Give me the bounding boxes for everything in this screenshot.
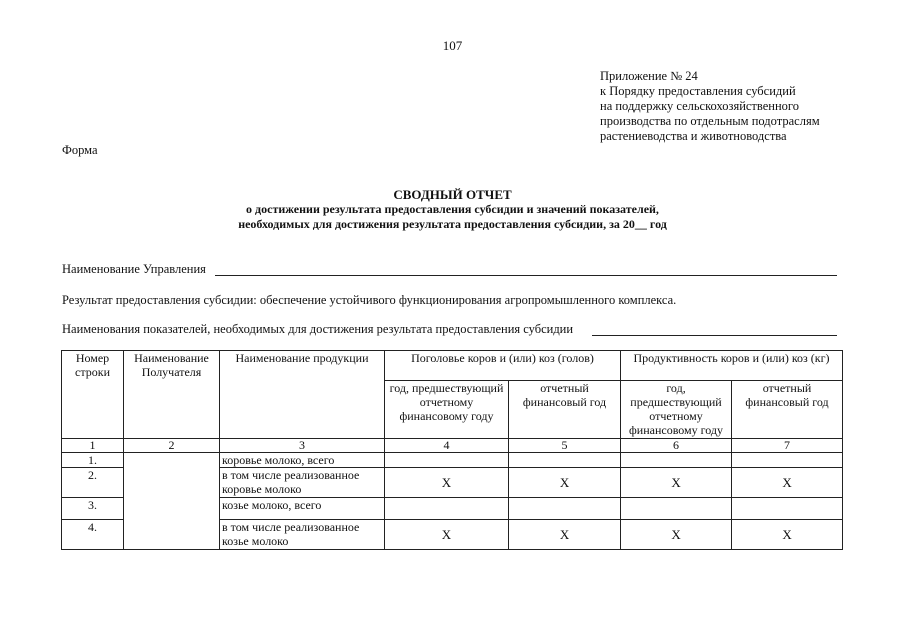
header-recipient: Наименование Получателя xyxy=(124,351,220,439)
column-number: 6 xyxy=(621,439,732,453)
value-cell: X xyxy=(621,468,732,498)
value-cell[interactable] xyxy=(509,498,621,520)
indicators-label: Наименования показателей, необходимых для достижения результата предоставления субсидии xyxy=(62,322,574,336)
value-cell: X xyxy=(621,520,732,550)
column-number: 5 xyxy=(509,439,621,453)
value-cell[interactable] xyxy=(385,453,509,468)
product-cell: в том числе реализованное козье молоко xyxy=(220,520,385,550)
table-row xyxy=(62,453,843,468)
header-productivity-prev-year: год, предшествующий отчетному финансовому году xyxy=(621,381,732,439)
header-productivity-group: Продуктивность коров и (или) коз (кг) xyxy=(621,351,843,381)
department-fill-line[interactable] xyxy=(215,275,837,276)
header-livestock-prev-year: год, предшествующий отчетному финансовому году xyxy=(385,381,509,439)
value-cell: X xyxy=(509,468,621,498)
appendix-line: Приложение № 24 xyxy=(600,69,698,83)
indicators-fill-line[interactable] xyxy=(592,335,837,336)
header-product: Наименование продукции xyxy=(220,351,385,439)
title-subtitle-line-1: о достижении результата предоставления субсидии и значений показателей, xyxy=(246,202,659,216)
column-number: 1 xyxy=(62,439,124,453)
value-cell[interactable] xyxy=(621,453,732,468)
product-cell: коровье молоко, всего xyxy=(220,453,385,468)
value-cell[interactable] xyxy=(509,453,621,468)
column-number-row xyxy=(62,439,843,453)
product-cell: козье молоко, всего xyxy=(220,498,385,520)
row-number-cell: 4. xyxy=(62,520,124,550)
header-productivity-report-year: отчетный финансовый год xyxy=(732,381,843,439)
header-livestock-group: Поголовье коров и (или) коз (голов) xyxy=(385,351,621,381)
indicators-field xyxy=(62,322,573,337)
column-number: 3 xyxy=(220,439,385,453)
value-cell[interactable] xyxy=(732,498,843,520)
column-number: 2 xyxy=(124,439,220,453)
value-cell: X xyxy=(732,468,843,498)
recipient-cell[interactable] xyxy=(124,453,220,550)
result-statement xyxy=(62,293,676,308)
appendix-note xyxy=(600,69,820,144)
column-number: 4 xyxy=(385,439,509,453)
product-cell: в том числе реализованное коровье молоко xyxy=(220,468,385,498)
column-number: 7 xyxy=(732,439,843,453)
value-cell: X xyxy=(385,520,509,550)
title-subtitle-line-2: необходимых для достижения результата предоставления субсидии, за 20__ год xyxy=(238,217,667,231)
appendix-line: на поддержку сельскохозяйственного xyxy=(600,99,799,113)
form-label: Форма xyxy=(62,143,98,157)
document-title xyxy=(0,187,905,232)
header-row-number: Номер строки xyxy=(62,351,124,439)
value-cell[interactable] xyxy=(732,453,843,468)
appendix-line: к Порядку предоставления субсидий xyxy=(600,84,796,98)
appendix-line: растениеводства и животноводства xyxy=(600,129,787,143)
header-row-1 xyxy=(62,351,843,381)
row-number-cell: 1. xyxy=(62,453,124,468)
value-cell: X xyxy=(385,468,509,498)
value-cell[interactable] xyxy=(385,498,509,520)
result-text: Результат предоставления субсидии: обеспечение устойчивого функционирования агропромышленного комплекса. xyxy=(62,293,677,307)
page-number: 107 xyxy=(442,38,463,53)
header-livestock-report-year: отчетный финансовый год xyxy=(509,381,621,439)
title-main: СВОДНЫЙ ОТЧЕТ xyxy=(393,187,512,202)
department-label: Наименование Управления xyxy=(62,262,206,276)
value-cell[interactable] xyxy=(621,498,732,520)
report-table xyxy=(61,350,843,550)
value-cell: X xyxy=(509,520,621,550)
department-field xyxy=(62,262,206,277)
value-cell: X xyxy=(732,520,843,550)
row-number-cell: 3. xyxy=(62,498,124,520)
appendix-line: производства по отдельным подотраслям xyxy=(600,114,820,128)
row-number-cell: 2. xyxy=(62,468,124,498)
